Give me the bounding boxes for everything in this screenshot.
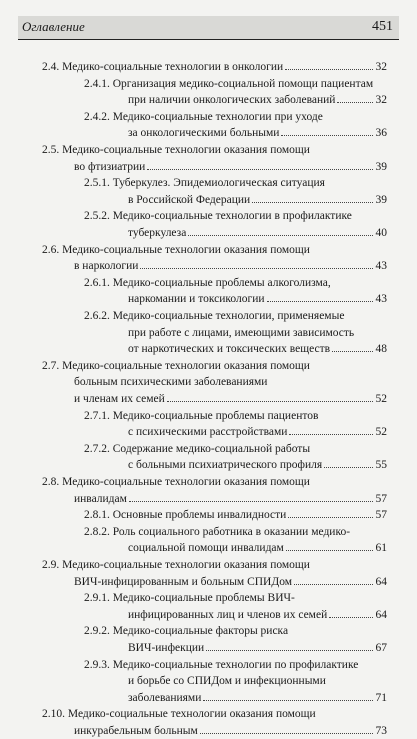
toc-entry-line <box>128 325 354 341</box>
toc-page-number: 43 <box>375 293 387 306</box>
toc-entry-text: 2.9.1. Медико-социальные проблемы ВИЧ- <box>84 592 295 605</box>
toc-entry-text: туберкулеза <box>128 227 187 239</box>
toc-entry-text: 2.5.1. Туберкулез. Эпидемиологическая ситуация <box>84 177 325 190</box>
toc-entry-last-line <box>128 341 387 357</box>
toc-entry-last-line <box>128 92 387 108</box>
toc-entry-text: 2.5. Медико-социальные технологии оказания помощи <box>42 144 310 156</box>
toc-entry-text: ВИЧ-инфицированным и больным СПИДом <box>74 575 293 588</box>
leader-dots <box>252 202 373 203</box>
toc-entry-last-line <box>42 59 387 75</box>
toc-page-number: 48 <box>375 343 387 356</box>
toc-entry-last-line <box>74 491 387 507</box>
toc-entry-line <box>84 109 323 125</box>
toc-page-number: 39 <box>375 193 387 206</box>
toc-entry-line <box>84 524 350 540</box>
toc-page-number: 39 <box>375 160 387 173</box>
toc-entry-last-line <box>128 540 387 556</box>
toc-entry-text: социальной помощи инвалидам <box>128 542 284 555</box>
leader-dots <box>203 700 373 701</box>
toc-page-number: 67 <box>375 642 387 654</box>
toc-entry-line <box>74 374 267 390</box>
toc-entry-text: 2.4.1. Организация медико-социальной помощи пациентам <box>84 77 374 90</box>
toc-entry-text: заболеваниями <box>128 691 202 704</box>
toc-entry-last-line <box>128 225 387 241</box>
leader-dots <box>129 501 373 502</box>
toc-entry-text: 2.5.2. Медико-социальные технологии в профилактике <box>84 210 352 223</box>
toc-page-number: 64 <box>375 575 387 588</box>
leader-dots <box>324 467 373 468</box>
toc-entry-text: 2.4. Медико-социальные технологии в онкологии <box>42 61 284 73</box>
toc-entry-text: 2.6. Медико-социальные технологии оказания помощи <box>42 243 310 256</box>
toc-entry-text: 2.9.3. Медико-социальные технологии по профилактике <box>84 658 359 671</box>
toc-entry-text: и членам их семей <box>74 393 165 405</box>
toc-entry-text: 2.9.2. Медико-социальные факторы риска <box>84 625 289 638</box>
toc-entry-line <box>84 308 344 324</box>
toc-entry-text: 2.4.2. Медико-социальные технологии при уходе <box>84 110 323 123</box>
toc-entry-last-line <box>74 574 387 590</box>
toc-entry-last-line <box>74 159 387 175</box>
toc-entry-text: с больными психиатрического профиля <box>128 459 323 472</box>
leader-dots <box>294 584 373 585</box>
toc-entry-line <box>84 590 295 606</box>
toc-page-number: 64 <box>375 608 387 621</box>
toc-entry-text: в Российской Федерации <box>128 193 251 206</box>
toc-entry-text: больным психическими заболеваниями <box>74 376 268 389</box>
toc-entry-text: 2.10. Медико-социальные технологии оказания помощи <box>42 708 316 721</box>
toc-entry-last-line <box>128 457 387 473</box>
toc-entry-line <box>84 408 318 424</box>
toc-entry-text: 2.7.2. Содержание медико-социальной работы <box>84 442 311 455</box>
toc-page-number: 52 <box>375 393 387 405</box>
toc-entry-last-line <box>84 507 387 523</box>
toc-page-number: 32 <box>375 61 387 73</box>
toc-entry-text: 2.8.2. Роль социального работника в оказании медико- <box>84 525 351 538</box>
running-head <box>18 16 399 40</box>
toc-page-number: 36 <box>375 127 387 140</box>
toc-entry-text: в наркологии <box>74 260 139 273</box>
leader-dots <box>200 733 373 734</box>
toc-entry-text: 2.7.1. Медико-социальные проблемы пациентов <box>84 409 319 422</box>
toc-entry-text: 2.6.1. Медико-социальные проблемы алкоголизма, <box>84 276 331 289</box>
toc-entry-line <box>42 358 310 374</box>
toc-entry-line <box>84 441 310 457</box>
leader-dots <box>267 301 373 302</box>
toc-page-number: 57 <box>375 492 387 505</box>
toc-entry-text: и борьбе со СПИДом и инфекционными <box>128 675 326 688</box>
toc-page-number: 55 <box>375 459 387 472</box>
toc-entry-text: 2.8. Медико-социальные технологии оказания помощи <box>42 476 310 488</box>
toc-entry-line <box>42 706 316 722</box>
toc-entry-text: 2.6.2. Медико-социальные технологии, применяемые <box>84 310 345 322</box>
toc-entry-text: 2.8.1. Основные проблемы инвалидности <box>84 509 287 522</box>
toc-entry-last-line <box>74 723 387 739</box>
toc-entry-text: инфицированных лиц и членов их семей <box>128 608 328 621</box>
toc-entry-line <box>84 175 325 191</box>
toc-entry-text: при работе с лицами, имеющими зависимость <box>128 326 355 339</box>
toc-entry-text: 2.9. Медико-социальные технологии оказания помощи <box>42 559 310 571</box>
leader-dots <box>281 135 373 136</box>
toc-entry-text: 2.7. Медико-социальные технологии оказания помощи <box>42 359 310 372</box>
toc-entry-text: инкурабельным больным <box>74 725 198 737</box>
toc-entry-line <box>84 208 352 224</box>
leader-dots <box>332 351 373 352</box>
toc-page-number: 32 <box>375 94 387 107</box>
leader-dots <box>167 401 373 402</box>
toc-entry-text: ВИЧ-инфекции <box>128 642 205 654</box>
toc-entry-text: от наркотических и токсических веществ <box>128 343 331 356</box>
leader-dots <box>337 102 373 103</box>
toc-entry-last-line <box>128 607 387 623</box>
toc-entry-last-line <box>128 424 387 440</box>
toc-entry-text: во фтизиатрии <box>74 160 146 173</box>
toc-entry-line <box>42 142 310 158</box>
toc-entry-last-line <box>128 125 387 141</box>
leader-dots <box>206 650 373 651</box>
toc-entry-text: за онкологическими больными <box>128 127 280 140</box>
toc-entry-line <box>84 657 358 673</box>
toc-page-number: 40 <box>375 227 387 239</box>
toc-entry-line <box>128 673 326 689</box>
toc-entry-last-line <box>128 291 387 307</box>
toc-page-number: 71 <box>375 691 387 704</box>
leader-dots <box>188 235 373 236</box>
toc-entry-last-line <box>74 391 387 407</box>
toc-page-number: 73 <box>375 725 387 737</box>
leader-dots <box>286 550 373 551</box>
toc-entry-line <box>84 76 373 92</box>
toc-entry-line <box>84 275 331 291</box>
toc-entry-line <box>42 242 310 258</box>
toc-entry-text: с психическими расстройствами <box>128 426 288 439</box>
leader-dots <box>285 69 373 70</box>
leader-dots <box>329 617 373 618</box>
toc-entry-last-line <box>128 640 387 656</box>
toc-page-number: 43 <box>375 260 387 273</box>
toc-page-number: 57 <box>375 509 387 522</box>
toc-entry-line <box>42 557 310 573</box>
toc-entry-line <box>84 623 288 639</box>
leader-dots <box>288 517 373 518</box>
toc-page-number: 52 <box>375 426 387 439</box>
toc-entry-text: инвалидам <box>74 492 127 505</box>
toc-entry-last-line <box>128 192 387 208</box>
toc-entry-last-line <box>74 258 387 274</box>
leader-dots <box>140 268 373 269</box>
toc-entry-text: наркомании и токсикологии <box>128 293 265 306</box>
leader-dots <box>147 169 373 170</box>
toc-entry-text: при наличии онкологических заболеваний <box>128 94 336 107</box>
leader-dots <box>289 434 373 435</box>
running-head-title: Оглавление <box>22 19 85 34</box>
toc-page-number: 61 <box>375 542 387 555</box>
page-number: 451 <box>372 19 393 34</box>
toc-entry-last-line <box>128 690 387 706</box>
toc-entry-line <box>42 474 310 490</box>
